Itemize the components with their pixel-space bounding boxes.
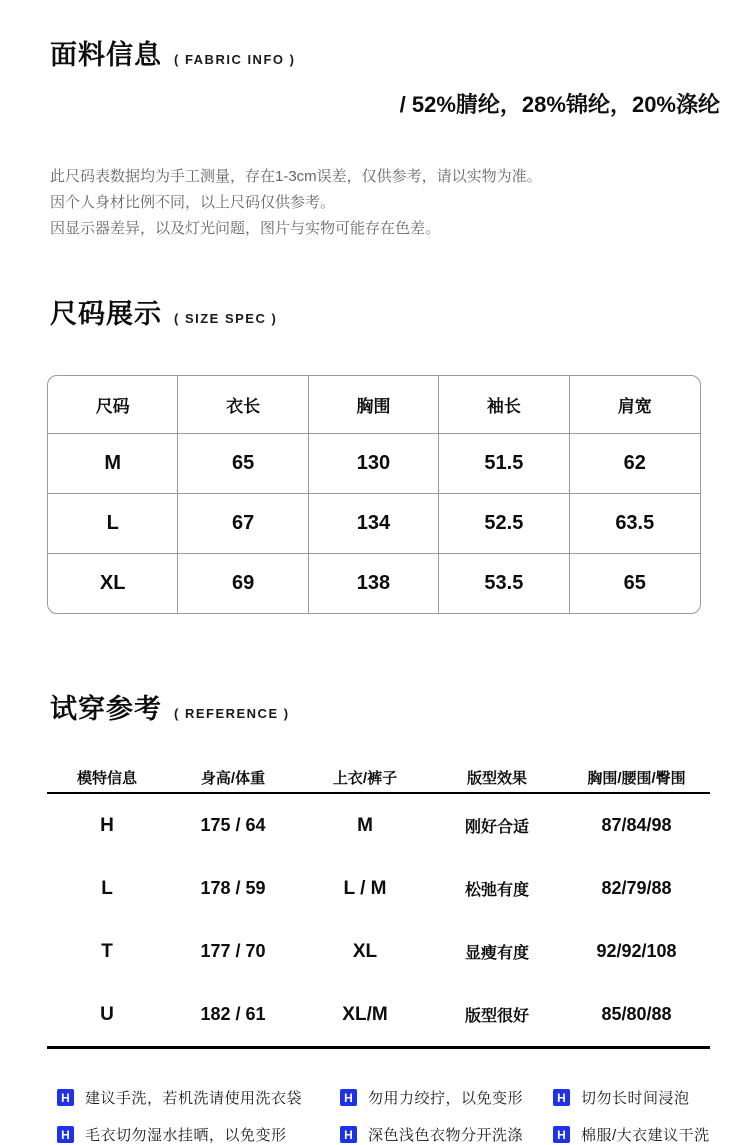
ref-cell-height-weight: 178 / 59 [200,878,266,898]
disclaimer-line: 此尺码表数据均为手工测量，存在1-3cm误差，仅供参考，请以实物为准。 [50,168,542,185]
care-instructions [57,1087,720,1145]
brand-h-icon: H [57,1126,74,1143]
reference-table-row [47,920,710,983]
reference-table-row [47,857,710,920]
disclaimer-line: 因个人身材比例不同，以上尺码仅供参考。 [50,194,336,211]
size-cell-size: M [48,434,178,493]
reference-table-column-header: 模特信息 [76,769,137,787]
reference-table-column-header: 版型效果 [466,769,527,787]
size-table-header-row [48,376,700,433]
size-table-column-header: 肩宽 [617,397,652,416]
size-cell-size: XL [48,554,178,613]
size-table-column-header: 袖长 [439,376,569,433]
size-cell-shoulder: 65 [623,572,646,594]
size-spec-title: 尺码展示 [50,299,162,329]
size-cell-size: L [48,494,178,553]
size-cell-length: 69 [178,554,308,613]
fabric-info-heading [50,0,750,72]
reference-table-column-header: 胸围/腰围/臀围 [587,769,686,787]
ref-cell-fit-effect: 显瘦有度 [464,945,529,962]
disclaimer-block [50,164,720,242]
ref-cell-height-weight: 177 / 70 [200,941,266,961]
ref-cell-measurements: 92/92/108 [596,941,677,961]
size-table-body [48,433,700,613]
ref-cell-fit-effect: 刚好合适 [464,819,529,836]
size-table-column-header: 衣长 [178,376,308,433]
ref-cell-height-weight: 182 / 61 [200,1004,266,1024]
care-item [340,1124,553,1145]
size-table-row [48,553,700,613]
reference-table [47,762,710,1049]
care-item [553,1124,720,1145]
care-text: 勿用力绞拧，以免变形 [368,1090,524,1107]
size-table-column-header: 胸围 [309,376,439,433]
size-table-column-header: 尺码 [48,376,178,433]
fabric-info-subtitle: ( FABRIC INFO ) [174,52,296,67]
size-table-row [48,433,700,493]
ref-cell-model: H [100,814,114,836]
size-spec-heading [50,292,750,331]
size-cell-length: 67 [178,494,308,553]
size-cell-sleeve: 52.5 [439,494,569,553]
care-text: 棉服/大衣建议干洗 [581,1127,710,1144]
care-text: 切勿长时间浸泡 [581,1090,690,1107]
size-cell-shoulder: 63.5 [615,512,655,534]
reference-title: 试穿参考 [50,694,162,724]
ref-cell-model: L [101,877,113,899]
ref-cell-height-weight: 175 / 64 [200,815,266,835]
ref-cell-fit-effect: 松弛有度 [464,882,529,899]
ref-cell-measurements: 87/84/98 [601,815,672,835]
ref-cell-measurements: 85/80/88 [601,1004,672,1024]
brand-h-icon: H [57,1089,74,1106]
ref-cell-top-pants: XL/M [342,1003,388,1025]
size-cell-length: 65 [178,434,308,493]
ref-cell-measurements: 82/79/88 [601,878,672,898]
size-cell-bust: 134 [309,494,439,553]
reference-table-row [47,794,710,857]
ref-cell-top-pants: M [357,814,373,836]
size-table-row [48,493,700,553]
brand-h-icon: H [340,1089,357,1106]
care-text: 毛衣切勿湿水挂晒，以免变形 [85,1127,287,1144]
reference-heading [50,687,750,726]
reference-table-body [47,794,710,1046]
ref-cell-fit-effect: 版型很好 [464,1008,529,1025]
disclaimer-line: 因显示器差异，以及灯光问题，图片与实物可能存在色差。 [50,220,441,237]
reference-table-column-header: 上衣/裤子 [332,769,398,787]
care-item [340,1087,553,1108]
reference-table-header-row [47,762,710,794]
reference-table-row [47,983,710,1046]
reference-table-column-header: 身高/体重 [200,769,266,787]
size-cell-bust: 138 [309,554,439,613]
brand-h-icon: H [553,1126,570,1143]
ref-cell-top-pants: XL [352,940,378,962]
ref-cell-model: U [100,1003,114,1025]
brand-h-icon: H [553,1089,570,1106]
reference-subtitle: ( REFERENCE ) [174,706,290,721]
fabric-composition: / 52%腈纶，28%锦纶，20%涤纶 [399,92,720,117]
brand-h-icon: H [340,1126,357,1143]
size-spec-subtitle: ( SIZE SPEC ) [174,311,278,326]
ref-cell-model: T [101,940,113,962]
ref-cell-top-pants: L / M [343,877,387,899]
care-text: 建议手洗，若机洗请使用洗衣袋 [85,1090,303,1107]
care-text: 深色浅色衣物分开洗涤 [368,1127,524,1144]
size-cell-shoulder: 62 [623,452,646,474]
care-item [553,1087,720,1108]
care-item [57,1124,340,1145]
size-cell-sleeve: 51.5 [439,434,569,493]
size-cell-bust: 130 [309,434,439,493]
size-table [47,375,701,614]
size-cell-sleeve: 53.5 [439,554,569,613]
fabric-info-title: 面料信息 [50,40,162,70]
care-item [57,1087,340,1108]
